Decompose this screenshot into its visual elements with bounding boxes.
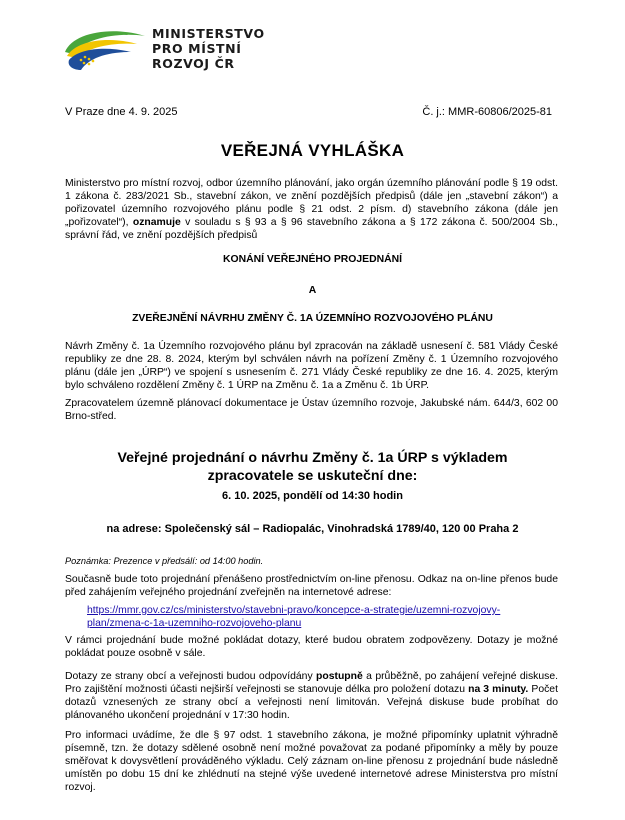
order-text: a průběžně, po zahájení veřejné diskuse. Pro zajištění možnosti účasti nejširší veřejnosti se stanovuje délka pro položení dotazu: [65, 671, 559, 695]
ministry-name-line: MINISTERSTVO: [152, 26, 265, 41]
order-bold: postupně: [316, 671, 363, 682]
meeting-address: na adrese: Společenský sál – Radiopalác, Vinohradská 1789/40, 120 00 Praha 2: [106, 523, 519, 535]
ministry-name: [152, 26, 265, 71]
info-paragraph: Pro informaci uvádíme, že dle § 97 odst. 1 stavebního zákona, je možné připomínky uplatnit výhradně písemně, tzn. že dotazy sdělené osobně není možné považovat za podané připomínky a měly by pouze směřovat k dovysvětlení prováděného výkladu. Celý záznam on-line přenosu z projednání bude následně umístěn po dobu 15 dní ke zhlédnutí na stejné výše uvedené internetové adrese Ministerstva pro místní rozvoj.: [65, 730, 558, 793]
intro-text: Ministerstvo pro místní rozvoj, odbor územního plánování, jako orgán územního plánování podle § 19 odst. 1 zákona č. 283/2021 Sb., stavební zákon, ve znění pozdějších předpisů (dále jen „stavební zákon“) a pořizovatel územního rozvojového plánu podle § 21 odst. 2 písm. d) stavebního zákona (dále jen „pořizovatel“),: [65, 178, 558, 228]
ministry-name-line: PRO MÍSTNÍ: [152, 41, 242, 56]
heading-conjunction: A: [308, 285, 317, 296]
stream-link-line: https://mmr.gov.cz/cs/ministerstvo/stavebni-pravo/koncepce-a-strategie/uzemni-rozvojovy-: [87, 605, 501, 616]
ministry-name-line: ROZVOJ ČR: [152, 56, 235, 71]
document-title: VEŘEJNÁ VYHLÁŠKA: [220, 141, 405, 160]
stream-link-line: plan/zmena-c-1a-uzemniho-rozvojoveho-planu: [87, 618, 302, 629]
place-date: V Praze dne 4. 9. 2025: [65, 106, 178, 118]
order-paragraph: [65, 670, 558, 722]
heading-hearing: KONÁNÍ VEŘEJNÉHO PROJEDNÁNÍ: [223, 254, 402, 265]
intro-bold: oznamuje: [132, 217, 181, 228]
draft-paragraph: Návrh Změny č. 1a Územního rozvojového plánu byl zpracován na základě usnesení č. 581 Vlády České republiky ze dne 28. 8. 2024, kterým byl schválen návrh na pořízení Změny č. 1 Územního rozvojového plánu (dále jen „ÚRP“) ve spojení s usnesením č. 271 Vlády České republiky ze dne 16. 4. 2025, kterým bylo schváleno rozdělení Změny č. 1 ÚRP na Změnu č. 1a a Změnu č. 1b ÚRP.: [65, 341, 558, 391]
order-bold: na 3 minuty.: [468, 684, 529, 695]
order-text: Počet dotazů vznesených ze strany obcí a veřejnosti není limitován. Veřejná diskuse bude probíhat do plánovaného ukončení projednání v 17:30 hodin.: [65, 684, 558, 721]
reference-number: Č. j.: MMR-60806/2025-81: [422, 106, 552, 118]
mmr-logo-icon: [63, 26, 147, 76]
processor-paragraph: Zpracovatelem územně plánovací dokumentace je Ústav územního rozvoje, Jakubské nám. 644/3, 602 00 Brno-střed.: [65, 398, 558, 422]
meeting-title: Veřejné projednání o návrhu Změny č. 1a ÚRP s výkladem zpracovatele se uskuteční dne:: [117, 450, 508, 484]
intro-text: v souladu s § 93 a § 96 stavebního zákona a § 172 zákona č. 500/2004 Sb., správní řád, ve znění pozdějších předpisů: [65, 217, 559, 241]
meeting-date: 6. 10. 2025, pondělí od 14:30 hodin: [222, 490, 403, 502]
heading-publication: ZVEŘEJNĚNÍ NÁVRHU ZMĚNY Č. 1A ÚZEMNÍHO ROZVOJOVÉHO PLÁNU: [132, 313, 493, 324]
stream-paragraph: Současně bude toto projednání přenášeno prostřednictvím on-line přenosu. Odkaz na on-line přenos bude před zahájením veřejného projednání zveřejněn na internetové adrese:: [65, 574, 558, 598]
order-text: Dotazy ze strany obcí a veřejnosti budou odpovídány: [65, 671, 313, 682]
intro-paragraph: [65, 177, 558, 242]
questions-paragraph: V rámci projednání bude možné pokládat dotazy, které budou obratem zodpovězeny. Dotazy je možné pokládat pouze osobně v sále.: [65, 635, 558, 659]
stream-link[interactable]: [87, 604, 547, 630]
note: Poznámka: Prezence v předsálí: od 14:00 hodin.: [65, 556, 264, 566]
